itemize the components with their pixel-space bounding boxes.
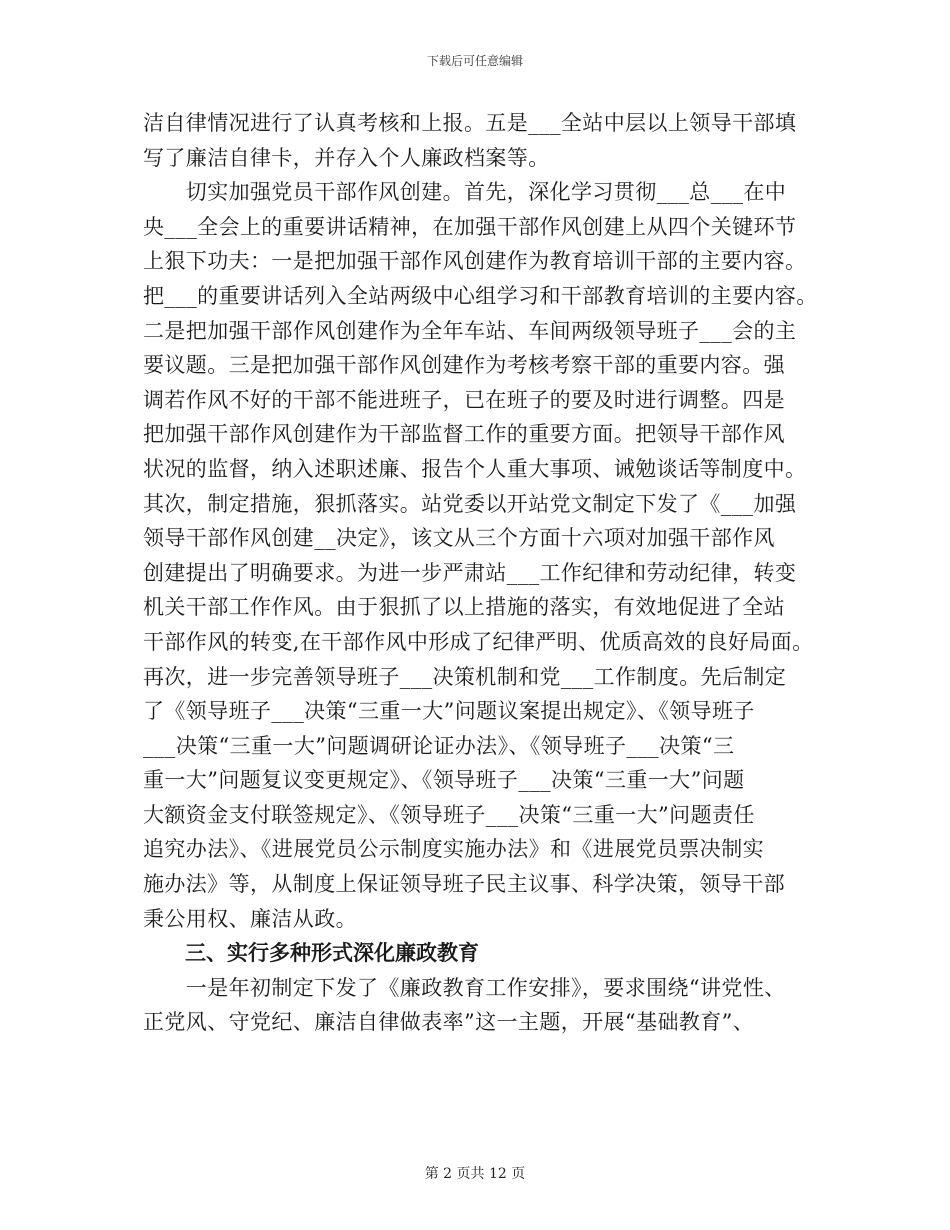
body-line: 干部作风的转变,在干部作风中形成了纪律严明、优质高效的良好局面。 xyxy=(143,629,814,654)
body-line: 再次，进一步完善领导班子___决策机制和党___工作制度。先后制定 xyxy=(143,664,787,689)
body-line: 洁自律情况进行了认真考核和上报。五是___全站中层以上领导干部填 xyxy=(143,111,797,135)
body-line: 写了廉洁自律卡，并存入个人廉政档案等。 xyxy=(143,145,550,170)
page-header: 下载后可任意编辑 xyxy=(426,54,523,68)
body-line: 机关干部工作作风。由于狠抓了以上措施的落实，有效地促进了全站 xyxy=(143,595,785,620)
body-line: 央___全会上的重要讲话精神，在加强干部作风创建上从四个关键环节 xyxy=(143,214,797,239)
body-line: ___决策“三重一大”问题调研论证办法》、《领导班子___决策“三 xyxy=(143,733,735,758)
body-line: 一是年初制定下发了《廉政教育工作安排》，要求围绕“讲党性、 xyxy=(143,975,786,1000)
body-line: 其次，制定措施，狠抓落实。站党委以开站党文制定下发了《___加强 xyxy=(143,491,797,516)
section-heading: 三、实行多种形式深化廉政教育 xyxy=(185,941,479,966)
body-line: 重一大”问题复议变更规定》、《领导班子___决策“三重一大”问题 xyxy=(143,768,745,793)
body-line: 追究办法》、《进展党员公示制度实施办法》和《进展党员票决制实 xyxy=(143,837,764,862)
body-line: 施办法》等，从制度上保证领导班子民主议事、科学决策，领导干部 xyxy=(143,872,785,897)
document-body xyxy=(143,106,823,1040)
body-line: 大额资金支付联签规定》、《领导班子___决策“三重一大”问题责任 xyxy=(143,802,755,827)
body-line: 调若作风不好的干部不能进班子，已在班子的要及时进行调整。四是 xyxy=(143,387,785,412)
body-line: 状况的监督，纳入述职述廉、报告个人重大事项、诫勉谈话等制度中。 xyxy=(143,456,807,481)
body-line: 把加强干部作风创建作为干部监督工作的重要方面。把领导干部作风 xyxy=(143,422,785,447)
body-line: 要议题。三是把加强干部作风创建作为考核考察干部的重要内容。强 xyxy=(143,353,785,378)
body-line: 创建提出了明确要求。为进一步严肃站___工作纪律和劳动纪律，转变 xyxy=(143,560,797,585)
body-line: 上狠下功夫：一是把加强干部作风创建作为教育培训干部的主要内容。 xyxy=(143,249,807,274)
body-line: 正党风、守党纪、廉洁自律做表率”这一主题，开展“基础教育”、 xyxy=(143,1010,755,1035)
body-line: 秉公用权、廉洁从政。 xyxy=(143,906,357,931)
page-number: 第 2 页共 12 页 xyxy=(424,1166,526,1182)
body-line: 了《领导班子___决策“三重一大”问题议案提出规定》、《领导班子 xyxy=(143,699,755,724)
body-line: 二是把加强干部作风创建作为全年车站、车间两级领导班子___会的主 xyxy=(143,318,797,343)
body-line: 把___的重要讲话列入全站两级中心组学习和干部教育培训的主要内容。 xyxy=(143,283,818,308)
body-line: 切实加强党员干部作风创建。首先，深化学习贯彻___总___在中 xyxy=(143,180,787,205)
body-line: 领导干部作风创建__决定》，该文从三个方面十六项对加强干部作风 xyxy=(143,526,775,551)
